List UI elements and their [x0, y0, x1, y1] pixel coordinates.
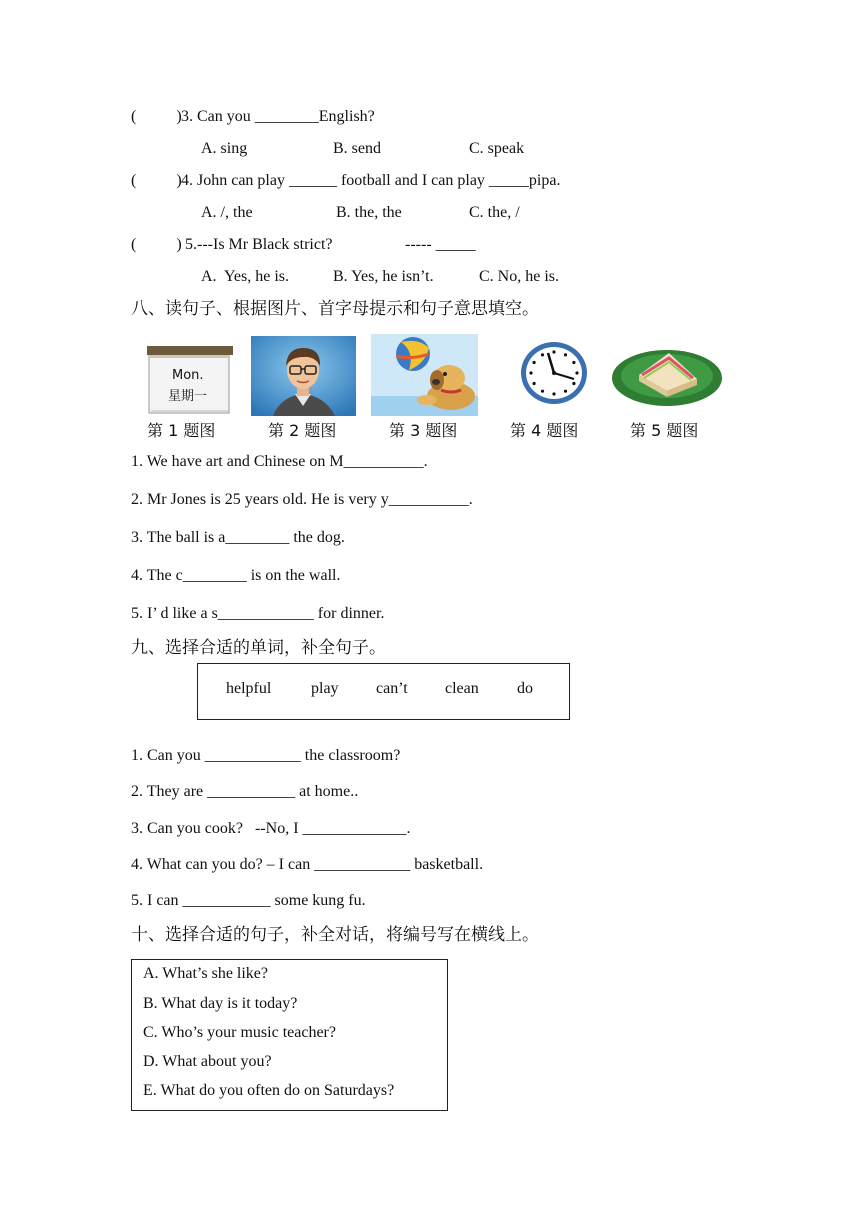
clock-tick — [564, 353, 567, 356]
word-bank-item: play — [311, 680, 339, 697]
sentence-option-c: C. Who’s your music teacher? — [143, 1024, 336, 1041]
option-c: C. the, / — [469, 204, 520, 221]
calendar-day-cn: 星期一 — [168, 389, 208, 404]
word-bank-item: can’t — [376, 680, 408, 697]
sentence-option-b: B. What day is it today? — [143, 995, 298, 1012]
caption-5: 第 5 题图 — [630, 421, 699, 440]
fill-sentence-1: 1. We have art and Chinese on M__________. — [131, 453, 428, 470]
clock-tick — [541, 353, 544, 356]
word-sentence-5: 5. I can ___________ some kung fu. — [131, 892, 366, 909]
sandwich-picture — [611, 345, 723, 407]
section-9-title: 九、选择合适的单词，补全句子。 — [131, 638, 386, 658]
fill-sentence-3: 3. The ball is a________ the dog. — [131, 529, 345, 546]
clock-picture — [518, 339, 590, 407]
clock-tick — [572, 361, 575, 364]
answer-blank[interactable]: ( ) — [131, 172, 182, 189]
option-c: C. speak — [469, 140, 525, 157]
clock-tick — [532, 361, 535, 364]
clock-tick — [532, 382, 535, 385]
fill-sentence-4: 4. The c________ is on the wall. — [131, 567, 341, 584]
caption-3: 第 3 题图 — [389, 421, 458, 440]
option-b: B. Yes, he isn’t. — [333, 268, 434, 285]
answer-blank[interactable]: ( ) — [131, 108, 182, 125]
clock-tick — [564, 390, 567, 393]
word-sentence-3: 3. Can you cook? --No, I _____________. — [131, 820, 411, 837]
clock-tick — [575, 371, 578, 374]
sentence-option-e: E. What do you often do on Saturdays? — [143, 1082, 395, 1099]
fill-sentence-5: 5. I’ d like a s____________ for dinner. — [131, 605, 385, 622]
word-bank-item: helpful — [226, 680, 272, 697]
calendar-day: Mon. — [172, 368, 204, 383]
option-a: A. sing — [201, 140, 248, 157]
option-a: A. Yes, he is. — [201, 268, 290, 285]
answer-blank[interactable]: ( ) — [131, 236, 182, 253]
clock-tick — [552, 350, 555, 353]
question-4-stem: 4. John can play ______ football and I can play _____pipa. — [181, 172, 561, 189]
option-b: B. send — [333, 140, 381, 157]
question-5-answer-line: ----- _____ — [405, 236, 476, 253]
option-c: C. No, he is. — [479, 268, 559, 285]
ball-dog-picture — [371, 334, 478, 416]
clock-tick — [572, 382, 575, 385]
question-3-stem: 3. Can you ________English? — [181, 108, 375, 125]
section-10-title: 十、选择合适的句子，补全对话，将编号写在横线上。 — [131, 925, 539, 945]
word-sentence-1: 1. Can you ____________ the classroom? — [131, 747, 401, 764]
young-man-picture — [251, 336, 356, 416]
question-5-stem: 5.---Is Mr Black strict? — [181, 236, 333, 253]
caption-4: 第 4 题图 — [510, 421, 579, 440]
option-a: A. /, the — [201, 204, 253, 221]
word-sentence-4: 4. What can you do? – I can ____________ basketball. — [131, 856, 484, 873]
fill-sentence-2: 2. Mr Jones is 25 years old. He is very y__________. — [131, 491, 473, 508]
clock-tick — [541, 390, 544, 393]
caption-2: 第 2 题图 — [268, 421, 337, 440]
section-8-title: 八、读句子、根据图片、首字母提示和句子意思填空。 — [131, 299, 539, 319]
sentence-option-d: D. What about you? — [143, 1053, 272, 1070]
word-bank-item: clean — [445, 680, 479, 697]
word-sentence-2: 2. They are ___________ at home.. — [131, 783, 359, 800]
option-b: B. the, the — [336, 204, 402, 221]
clock-tick — [529, 371, 532, 374]
caption-1: 第 1 题图 — [147, 421, 216, 440]
sentence-option-a: A. What’s she like? — [143, 965, 269, 982]
calendar-picture — [147, 343, 233, 415]
clock-tick — [552, 392, 555, 395]
word-bank-item: do — [517, 680, 533, 697]
